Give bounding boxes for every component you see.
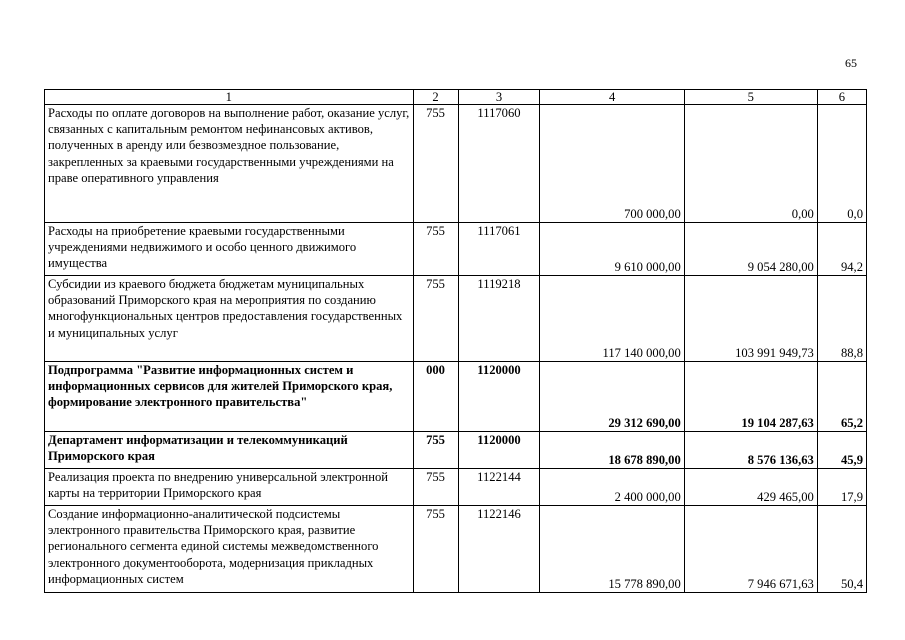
row-budget-code: 1122146 bbox=[458, 506, 540, 593]
row-percent: 50,4 bbox=[817, 506, 866, 593]
row-percent: 88,8 bbox=[817, 276, 866, 362]
row-budget-code: 1117061 bbox=[458, 223, 540, 276]
row-plan-amount: 2 400 000,00 bbox=[540, 469, 684, 506]
row-admin-code: 755 bbox=[413, 105, 458, 223]
row-name: Субсидии из краевого бюджета бюджетам муниципальных образований Приморского края на мероприятия по созданию многофункциональных центров предоставления государственных и муниципальных услуг bbox=[45, 276, 414, 362]
row-fact-amount: 7 946 671,63 bbox=[684, 506, 817, 593]
table-row bbox=[45, 105, 867, 223]
row-name: Расходы по оплате договоров на выполнение работ, оказание услуг, связанных с капитальным ремонтом нефинансовых активов, полученных в аренду или безвозмездное пользование, закрепленных за краевыми государственными учреждениями на праве оперативного управления bbox=[45, 105, 414, 223]
row-percent: 0,0 bbox=[817, 105, 866, 223]
row-budget-code: 1120000 bbox=[458, 432, 540, 469]
row-admin-code: 755 bbox=[413, 223, 458, 276]
row-name: Подпрограмма "Развитие информационных систем и информационных сервисов для жителей Приморского края, формирование электронного правительства" bbox=[45, 362, 414, 432]
column-header-1: 1 bbox=[45, 90, 414, 105]
row-percent: 17,9 bbox=[817, 469, 866, 506]
row-fact-amount: 9 054 280,00 bbox=[684, 223, 817, 276]
table-row bbox=[45, 276, 867, 362]
row-fact-amount: 429 465,00 bbox=[684, 469, 817, 506]
row-admin-code: 755 bbox=[413, 276, 458, 362]
row-fact-amount: 103 991 949,73 bbox=[684, 276, 817, 362]
row-plan-amount: 18 678 890,00 bbox=[540, 432, 684, 469]
row-budget-code: 1120000 bbox=[458, 362, 540, 432]
row-percent: 94,2 bbox=[817, 223, 866, 276]
row-name: Департамент информатизации и телекоммуникаций Приморского края bbox=[45, 432, 414, 469]
row-fact-amount: 0,00 bbox=[684, 105, 817, 223]
row-fact-amount: 8 576 136,63 bbox=[684, 432, 817, 469]
column-header-6: 6 bbox=[817, 90, 866, 105]
row-admin-code: 755 bbox=[413, 432, 458, 469]
row-percent: 45,9 bbox=[817, 432, 866, 469]
row-plan-amount: 117 140 000,00 bbox=[540, 276, 684, 362]
table-row bbox=[45, 469, 867, 506]
row-percent: 65,2 bbox=[817, 362, 866, 432]
row-admin-code: 755 bbox=[413, 469, 458, 506]
column-header-4: 4 bbox=[540, 90, 684, 105]
row-name: Создание информационно-аналитической подсистемы электронного правительства Приморского края, развитие регионального сегмента единой системы межведомственного электронного документооборота, модернизация прикладных информационных систем bbox=[45, 506, 414, 593]
row-plan-amount: 700 000,00 bbox=[540, 105, 684, 223]
row-budget-code: 1117060 bbox=[458, 105, 540, 223]
row-name: Реализация проекта по внедрению универсальной электронной карты на территории Приморского края bbox=[45, 469, 414, 506]
row-budget-code: 1119218 bbox=[458, 276, 540, 362]
column-header-2: 2 bbox=[413, 90, 458, 105]
row-plan-amount: 15 778 890,00 bbox=[540, 506, 684, 593]
row-admin-code: 755 bbox=[413, 506, 458, 593]
row-name: Расходы на приобретение краевыми государственными учреждениями недвижимого и особо ценного движимого имущества bbox=[45, 223, 414, 276]
column-header-3: 3 bbox=[458, 90, 540, 105]
row-admin-code: 000 bbox=[413, 362, 458, 432]
row-budget-code: 1122144 bbox=[458, 469, 540, 506]
row-fact-amount: 19 104 287,63 bbox=[684, 362, 817, 432]
column-header-5: 5 bbox=[684, 90, 817, 105]
table-row-department bbox=[45, 432, 867, 469]
row-plan-amount: 29 312 690,00 bbox=[540, 362, 684, 432]
table-row bbox=[45, 223, 867, 276]
budget-table bbox=[44, 89, 867, 593]
page-number: 65 bbox=[845, 56, 857, 70]
table-row bbox=[45, 506, 867, 593]
row-plan-amount: 9 610 000,00 bbox=[540, 223, 684, 276]
table-header-row bbox=[45, 90, 867, 105]
table-row-subprogram bbox=[45, 362, 867, 432]
